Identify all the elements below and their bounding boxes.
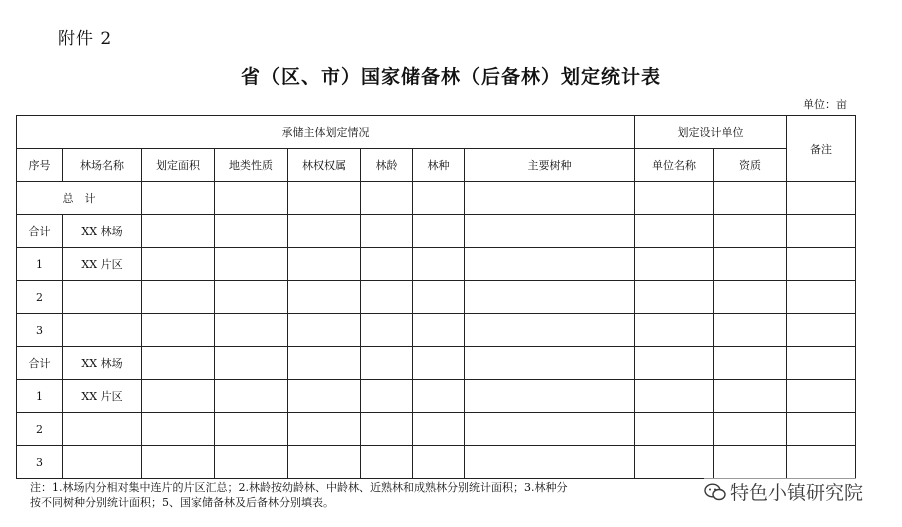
- row-seq: 合计: [17, 215, 63, 248]
- column-header: 资质: [714, 149, 787, 182]
- table-cell: [215, 347, 288, 380]
- row-forest-name: XX 片区: [63, 248, 142, 281]
- table-body: [17, 116, 856, 479]
- table-cell: [635, 215, 714, 248]
- table-cell: [465, 215, 635, 248]
- table-cell: [288, 182, 361, 215]
- table-cell: [413, 446, 465, 479]
- table-cell: [142, 380, 215, 413]
- table-cell: [465, 281, 635, 314]
- table-cell: [465, 446, 635, 479]
- wechat-icon: [704, 483, 726, 501]
- total-label: 总 计: [17, 182, 142, 215]
- page-title: 省（区、市）国家储备林（后备林）划定统计表: [240, 66, 661, 88]
- column-header: 序号: [17, 149, 63, 182]
- footnotes: [30, 480, 720, 510]
- table-cell: [714, 347, 787, 380]
- total-row: [17, 182, 856, 215]
- column-header: 单位名称: [635, 149, 714, 182]
- row-forest-name: [63, 281, 142, 314]
- row-seq: 3: [17, 446, 63, 479]
- table-cell: [142, 215, 215, 248]
- table-cell: [714, 380, 787, 413]
- table-row: [17, 380, 856, 413]
- table-cell: [787, 281, 856, 314]
- row-seq: 2: [17, 413, 63, 446]
- table-row: [17, 446, 856, 479]
- group-header-main: 承储主体划定情况: [17, 116, 635, 149]
- table-cell: [465, 347, 635, 380]
- table-row: [17, 281, 856, 314]
- table-cell: [361, 314, 413, 347]
- header-row-columns: [17, 149, 856, 182]
- table-cell: [215, 413, 288, 446]
- table-cell: [714, 314, 787, 347]
- table-cell: [413, 380, 465, 413]
- table-cell: [787, 182, 856, 215]
- watermark-text: 特色小镇研究院: [730, 482, 864, 504]
- table-cell: [361, 215, 413, 248]
- row-forest-name: [63, 446, 142, 479]
- table-cell: [142, 446, 215, 479]
- table-cell: [635, 182, 714, 215]
- table-cell: [465, 413, 635, 446]
- table-cell: [288, 347, 361, 380]
- table-cell: [288, 380, 361, 413]
- table-cell: [465, 182, 635, 215]
- unit-label: 单位：亩: [803, 98, 847, 111]
- row-forest-name: XX 林场: [63, 347, 142, 380]
- row-seq: 合计: [17, 347, 63, 380]
- table-cell: [714, 182, 787, 215]
- table-cell: [714, 281, 787, 314]
- table-row: [17, 413, 856, 446]
- table-cell: [215, 281, 288, 314]
- table-cell: [465, 248, 635, 281]
- group-header-remarks: 备注: [787, 116, 856, 182]
- table-cell: [635, 248, 714, 281]
- table-cell: [413, 281, 465, 314]
- table-cell: [142, 182, 215, 215]
- table-cell: [787, 446, 856, 479]
- table-cell: [215, 314, 288, 347]
- table-row: [17, 314, 856, 347]
- row-forest-name: XX 片区: [63, 380, 142, 413]
- table-cell: [714, 215, 787, 248]
- column-header: 地类性质: [215, 149, 288, 182]
- row-seq: 1: [17, 248, 63, 281]
- table-cell: [361, 347, 413, 380]
- header-row-group: [17, 116, 856, 149]
- table-cell: [787, 248, 856, 281]
- table-cell: [635, 413, 714, 446]
- table-cell: [787, 347, 856, 380]
- watermark: [704, 478, 863, 505]
- table-cell: [413, 413, 465, 446]
- table-cell: [215, 248, 288, 281]
- row-seq: 1: [17, 380, 63, 413]
- column-header: 主要树种: [465, 149, 635, 182]
- table-cell: [413, 182, 465, 215]
- table-row: [17, 215, 856, 248]
- table-cell: [142, 281, 215, 314]
- table-cell: [215, 380, 288, 413]
- statistics-table: [16, 115, 856, 479]
- table-cell: [787, 413, 856, 446]
- table-cell: [288, 215, 361, 248]
- table-cell: [635, 347, 714, 380]
- row-seq: 3: [17, 314, 63, 347]
- table-cell: [361, 248, 413, 281]
- table-cell: [142, 314, 215, 347]
- row-forest-name: [63, 413, 142, 446]
- footnote-line-1: 注：1.林场内分相对集中连片的片区汇总；2.林龄按幼龄林、中龄林、近熟林和成熟林分别统计面积；3.林种分: [30, 481, 568, 494]
- table-cell: [787, 314, 856, 347]
- table-row: [17, 347, 856, 380]
- table-cell: [288, 446, 361, 479]
- table-cell: [142, 248, 215, 281]
- table-cell: [413, 215, 465, 248]
- attachment-label: 附件 2: [58, 29, 113, 49]
- table-cell: [635, 314, 714, 347]
- table-cell: [142, 413, 215, 446]
- table-cell: [635, 446, 714, 479]
- table-cell: [635, 281, 714, 314]
- table-cell: [288, 314, 361, 347]
- footnote-line-2: 按不同树种分别统计面积；5、国家储备林及后备林分别填表。: [30, 496, 334, 509]
- column-header: 划定面积: [142, 149, 215, 182]
- table-cell: [142, 347, 215, 380]
- table-cell: [635, 380, 714, 413]
- table-cell: [714, 248, 787, 281]
- column-header: 林种: [413, 149, 465, 182]
- row-forest-name: XX 林场: [63, 215, 142, 248]
- table-row: [17, 248, 856, 281]
- table-cell: [465, 314, 635, 347]
- table-cell: [413, 314, 465, 347]
- table-cell: [288, 248, 361, 281]
- column-header: 林龄: [361, 149, 413, 182]
- table-cell: [361, 281, 413, 314]
- table-cell: [465, 380, 635, 413]
- row-forest-name: [63, 314, 142, 347]
- table-cell: [361, 413, 413, 446]
- table-cell: [215, 446, 288, 479]
- table-cell: [361, 380, 413, 413]
- table-cell: [714, 413, 787, 446]
- table-cell: [787, 380, 856, 413]
- row-seq: 2: [17, 281, 63, 314]
- group-header-design: 划定设计单位: [635, 116, 787, 149]
- table-cell: [714, 446, 787, 479]
- table-cell: [413, 347, 465, 380]
- table-cell: [413, 248, 465, 281]
- table-cell: [361, 446, 413, 479]
- column-header: 林场名称: [63, 149, 142, 182]
- table-cell: [787, 215, 856, 248]
- table-cell: [215, 215, 288, 248]
- table-cell: [288, 413, 361, 446]
- table-cell: [288, 281, 361, 314]
- table-cell: [215, 182, 288, 215]
- table-cell: [361, 182, 413, 215]
- column-header: 林权权属: [288, 149, 361, 182]
